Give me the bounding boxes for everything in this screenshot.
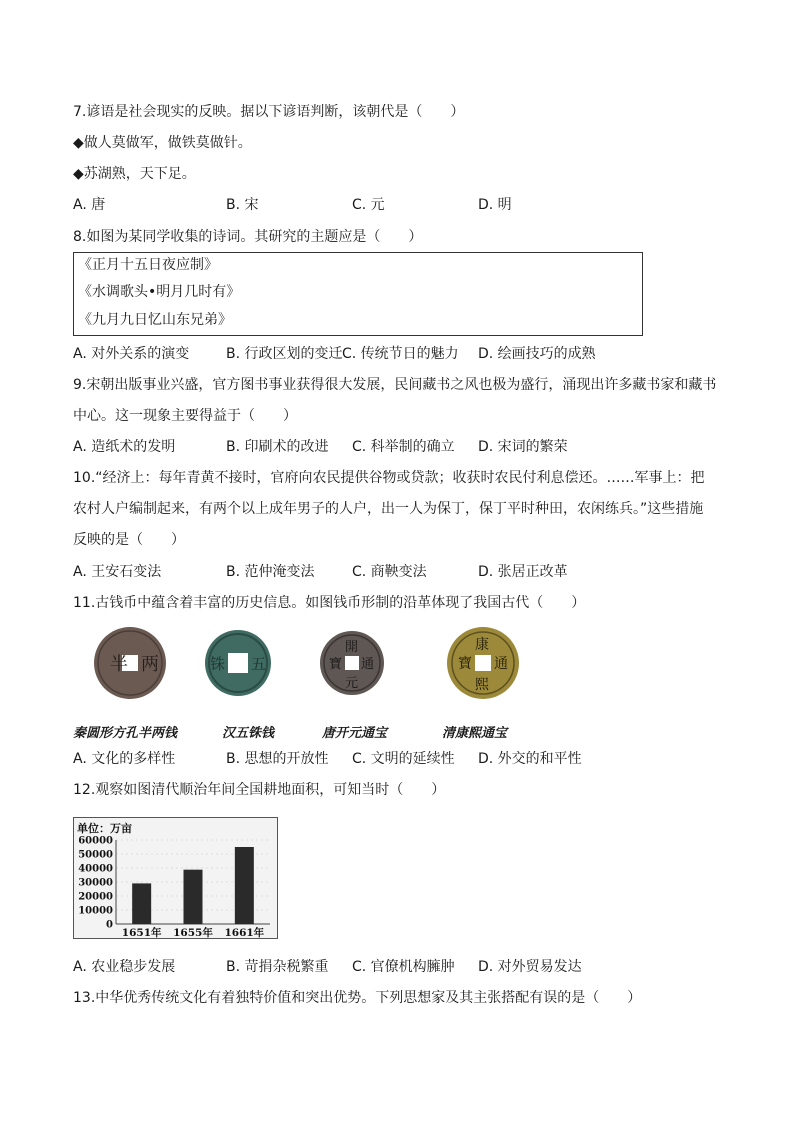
coin-square-hole <box>228 653 248 673</box>
farmland-chart-svg <box>74 818 277 938</box>
q7-saying-2: ◆苏湖熟，天下足。 <box>73 166 196 182</box>
q9-option-a[interactable]: A. 造纸术的发明 <box>73 439 176 455</box>
chart-y-tick-label: 40000 <box>78 863 113 875</box>
q9-stem-line-1: 9.宋朝出版事业兴盛，官方图书事业获得很大发展，民间藏书之风也极为盛行，涌现出许多藏书家和藏书 <box>73 377 717 393</box>
q10-stem-line-1: 10.“经济上：每年青黄不接时，官府向农民提供谷物或贷款；收获时农民付利息偿还。……军事上：把 <box>73 470 705 486</box>
chart-y-tick-label: 60000 <box>78 835 113 847</box>
coin-glyph: 寶 <box>329 657 343 672</box>
q7-option-b[interactable]: B. 宋 <box>226 197 259 213</box>
q9-stem-line-2: 中心。这一现象主要得益于（ ） <box>73 408 297 424</box>
chart-bar <box>235 847 254 924</box>
q7-stem: 7.谚语是社会现实的反映。据以下谚语判断，该朝代是（ ） <box>73 104 465 120</box>
q7-saying-1: ◆做人莫做军，做铁莫做针。 <box>73 135 252 151</box>
q10-option-c[interactable]: C. 商鞅变法 <box>352 564 427 580</box>
q8-poem-3: 《九月九日忆山东兄弟》 <box>78 312 232 328</box>
farmland-chart <box>73 817 278 939</box>
q8-option-a[interactable]: A. 对外关系的演变 <box>73 346 190 362</box>
q7-options <box>73 195 733 215</box>
q11-option-a[interactable]: A. 文化的多样性 <box>73 751 176 767</box>
coin-qin-banliang <box>92 625 168 701</box>
q10-option-b[interactable]: B. 范仲淹变法 <box>226 564 315 580</box>
chart-y-tick-label: 50000 <box>78 849 113 861</box>
chart-bars <box>132 847 254 924</box>
q11-option-c[interactable]: C. 文明的延续性 <box>352 751 455 767</box>
coin-glyph: 通 <box>494 656 508 672</box>
q8-stem: 8.如图为某同学收集的诗词。其研究的主题应是（ ） <box>73 229 423 245</box>
coin-label-han: 汉五铢钱 <box>222 726 275 741</box>
q11-option-b[interactable]: B. 思想的开放性 <box>226 751 329 767</box>
chart-y-tick-label: 20000 <box>78 891 113 903</box>
coin-qing-kangxi <box>446 625 520 701</box>
q11-stem: 11.古钱币中蕴含着丰富的历史信息。如图钱币形制的沿革体现了我国古代（ ） <box>73 595 586 611</box>
chart-y-tick-label: 0 <box>106 919 113 931</box>
chart-x-tick-label: 1655年 <box>173 927 213 938</box>
coin-glyph: 铢 <box>210 655 226 673</box>
chart-x-tick-label: 1651年 <box>121 927 162 938</box>
coin-square-hole <box>345 656 359 670</box>
q8-option-c[interactable]: C. 传统节日的魅力 <box>342 346 459 362</box>
coin-glyph: 元 <box>345 676 359 691</box>
coin-label-qin: 秦圆形方孔半两钱 <box>73 726 178 741</box>
coin-label-qing: 清康熙通宝 <box>442 726 508 741</box>
q11-option-d[interactable]: D. 外交的和平性 <box>478 751 582 767</box>
chart-x-tick-label: 1661年 <box>224 927 265 938</box>
q8-option-b[interactable]: B. 行政区划的变迁 <box>226 346 343 362</box>
q8-poem-1: 《正月十五日夜应制》 <box>78 257 218 273</box>
q12-options <box>73 957 733 977</box>
q10-options <box>73 562 733 582</box>
q12-option-c[interactable]: C. 官僚机构臃肿 <box>352 959 455 975</box>
q12-option-d[interactable]: D. 对外贸易发达 <box>478 959 582 975</box>
coin-square-hole <box>475 655 491 671</box>
coin-label-tang: 唐开元通宝 <box>322 726 388 741</box>
chart-x-axis <box>122 926 265 938</box>
coin-han-wuzhu <box>203 625 273 701</box>
q9-options <box>73 437 733 457</box>
chart-y-tick-label: 10000 <box>78 905 113 917</box>
coin-glyph: 通 <box>361 657 375 672</box>
q10-stem-line-3: 反映的是（ ） <box>73 532 185 548</box>
coin-tang-kaiyuan <box>320 625 384 701</box>
q12-option-a[interactable]: A. 农业稳步发展 <box>73 959 176 975</box>
q10-option-d[interactable]: D. 张居正改革 <box>478 564 568 580</box>
q8-poem-2: 《水调歌头•明月几时有》 <box>78 284 241 300</box>
q12-option-b[interactable]: B. 苛捐杂税繁重 <box>226 959 329 975</box>
chart-bar <box>184 870 203 924</box>
coin-glyph: 半 <box>110 654 128 675</box>
q10-stem-line-2: 农村人户编制起来，有两个以上成年男子的人户，出一人为保丁，保丁平时种田，农闲练兵。”这些措施 <box>73 501 704 517</box>
q8-options <box>73 344 733 364</box>
q7-option-d[interactable]: D. 明 <box>478 197 512 213</box>
coin-glyph: 熙 <box>475 677 489 693</box>
coin-glyph: 寶 <box>458 656 472 672</box>
q13-stem: 13.中华优秀传统文化有着独特价值和突出优势。下列思想家及其主张搭配有误的是（ ） <box>73 990 642 1006</box>
q9-option-c[interactable]: C. 科举制的确立 <box>352 439 455 455</box>
coin-glyph: 两 <box>141 654 159 675</box>
q10-option-a[interactable]: A. 王安石变法 <box>73 564 162 580</box>
chart-bar <box>132 883 151 924</box>
q8-poem-box <box>73 252 643 336</box>
q12-stem: 12.观察如图清代顺治年间全国耕地面积，可知当时（ ） <box>73 782 446 798</box>
q8-option-d[interactable]: D. 绘画技巧的成熟 <box>478 346 596 362</box>
coin-glyph: 開 <box>345 640 359 655</box>
q9-option-b[interactable]: B. 印刷术的改进 <box>226 439 329 455</box>
coin-glyph: 五 <box>251 655 267 673</box>
chart-y-tick-label: 30000 <box>78 877 113 889</box>
q7-option-c[interactable]: C. 元 <box>352 197 385 213</box>
chart-title: 单位：万亩 <box>77 822 132 835</box>
coin-glyph: 康 <box>475 637 489 653</box>
q9-option-d[interactable]: D. 宋词的繁荣 <box>478 439 568 455</box>
q7-option-a[interactable]: A. 唐 <box>73 197 106 213</box>
q11-options <box>73 749 733 769</box>
